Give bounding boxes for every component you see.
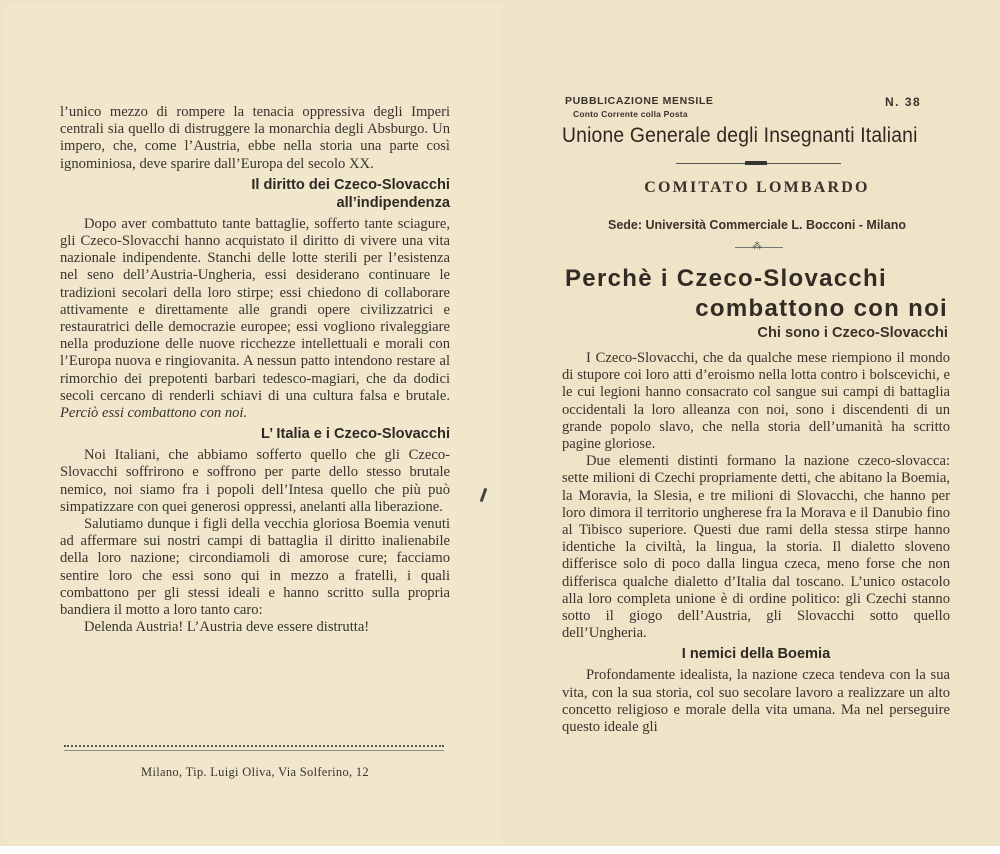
right-text-column bbox=[562, 350, 950, 736]
subheading-chi-sono: Chi sono i Czeco-Slovacchi bbox=[757, 325, 948, 341]
header-rule-bar bbox=[745, 161, 767, 165]
paragraph-chi-sono: I Czeco-Slovacchi, che da qualche mese riempiono il mondo di stupore coi loro atti d’eroismo nella lotta contro i bolscevichi, e le cui legioni hanno consacrato col sangue sui campi di battaglia occidentali la loro alleanza con noi, sono i discendenti di un grande popolo slavo, che nella storia dell’umanità ha scritto pagine gloriose. bbox=[562, 350, 950, 453]
committee-title: COMITATO LOMBARDO bbox=[644, 179, 870, 196]
paragraph-due-elementi: Due elementi distinti formano la nazione czeco-slovacca: sette milioni di Czechi propriamente detti, che abitano la Boemia, la Moravia, la Slesia, e tre milioni di Slovacchi, che hanno per loro dimora il territorio ungherese fra la Morava e il Danubio fino al Tibisco superiore. Questi due rami della stessa stirpe hanno identiche la civiltà, la lingua, la storia. Il dialetto sloveno differisce solo di poco dalla lingua czeca, meno forse che non differisca qualche dialetto d’Italia dal toscano. L’unico ostacolo alla loro completa unione è di ordine politico: gli Czechi stanno sotto il giogo dell’Austria, gli Slovacchi sotto quello dell’Ungheria. bbox=[562, 453, 950, 642]
ornament-icon: ⁂ bbox=[752, 241, 762, 252]
heading-diritto bbox=[60, 176, 450, 212]
postal-label: Conto Corrente colla Posta bbox=[573, 109, 688, 119]
paragraph-salutiamo: Salutiamo dunque i figli della vecchia gloriosa Boemia venuti ad affermare sui nostri campi di battaglia il diritto inalienabile della loro nazione; circondiamoli di amorose cure; facciamo sentire loro che essi sono qui in mezzo a fratelli, i quali combattono per gli stessi ideali e hanno scritto sulla propria bandiera il motto a loro tanto caro: bbox=[60, 516, 450, 619]
scan-bottom-edge bbox=[0, 846, 1000, 854]
seat-line: Sede: Università Commerciale L. Bocconi - Milano bbox=[608, 218, 906, 232]
heading-italia: L’ Italia e i Czeco-Slovacchi bbox=[261, 426, 450, 443]
bottom-dotted-rule bbox=[64, 745, 444, 747]
heading-diritto-line2: all’indipendenza bbox=[336, 194, 450, 211]
paragraph-diritto-italic: Perciò essi combattono con noi. bbox=[60, 405, 248, 422]
heading-diritto-line1: Il diritto dei Czeco-Slovacchi bbox=[251, 176, 450, 193]
main-title-line2: combattono con noi bbox=[695, 295, 948, 322]
union-title: Unione Generale degli Insegnanti Italiani bbox=[562, 124, 918, 147]
publication-info bbox=[565, 95, 714, 121]
issue-number: N. 38 bbox=[885, 95, 922, 109]
main-title-line1: Perchè i Czeco-Slovacchi bbox=[565, 265, 887, 292]
subheading-nemici: I nemici della Boemia bbox=[681, 646, 831, 663]
printer-imprint: Milano, Tip. Luigi Oliva, Via Solferino, 12 bbox=[141, 765, 369, 779]
left-opening-paragraph: l’unico mezzo di rompere la tenacia oppressiva degli Imperi centrali sia quello di distruggere la monarchia degli Absburgo. Un impero, che, come l’Austria, ebbe nella storia una parte così ignominiosa, deve sparire dall’Europa del secolo XX. bbox=[60, 104, 450, 172]
publication-label: PUBBLICAZIONE MENSILE bbox=[565, 95, 714, 107]
paragraph-italiani: Noi Italiani, che abbiamo sofferto quello che gli Czeco-Slovacchi soffrirono e soffrono per parte dello stesso brutale nemico, noi siamo fra i popoli dell’Intesa quello che più può simpatizzare con quei generosi oppressi, anelanti alla liberazione. bbox=[60, 447, 450, 515]
paragraph-diritto-text: Dopo aver combattuto tante battaglie, sofferto tante sciagure, gli Czeco-Slovacchi hanno acquistato il diritto di vivere una vita nazionale indipendente. Stanchi delle lotte sterili per l’esistenza nel seno dell’Austria-Ungheria, essi desiderano continuare le tradizioni secolari della loro stirpe; essi chiedono di collaborare attivamente e direttamente alle grandi opere civilizzatrici e restauratrici delle democrazie europee; essi vogliono rivaleggiare nella produzione delle nuove ricchezze intellettuali e morali con l’Europa nuova e ringiovanita. A nessun patto intendono restare al rimorchio dei prepotenti barbari tedesco-magiari, che da dodici secoli cercano di renderli schiavi di una cultura falsa e brutale. bbox=[60, 215, 450, 404]
paragraph-profondamente: Profondamente idealista, la nazione czeca tendeva con la sua vita, con la sua storia, col suo secolare lavoro a realizzare un alto concetto religioso e morale della vita umana. Ma nel perseguire questo ideale gli bbox=[562, 667, 950, 736]
left-text-column bbox=[60, 104, 450, 636]
paragraph-diritto bbox=[60, 216, 450, 422]
paragraph-delenda: Delenda Austria! L’Austria deve essere distrutta! bbox=[84, 619, 370, 636]
bottom-rule bbox=[64, 750, 444, 751]
